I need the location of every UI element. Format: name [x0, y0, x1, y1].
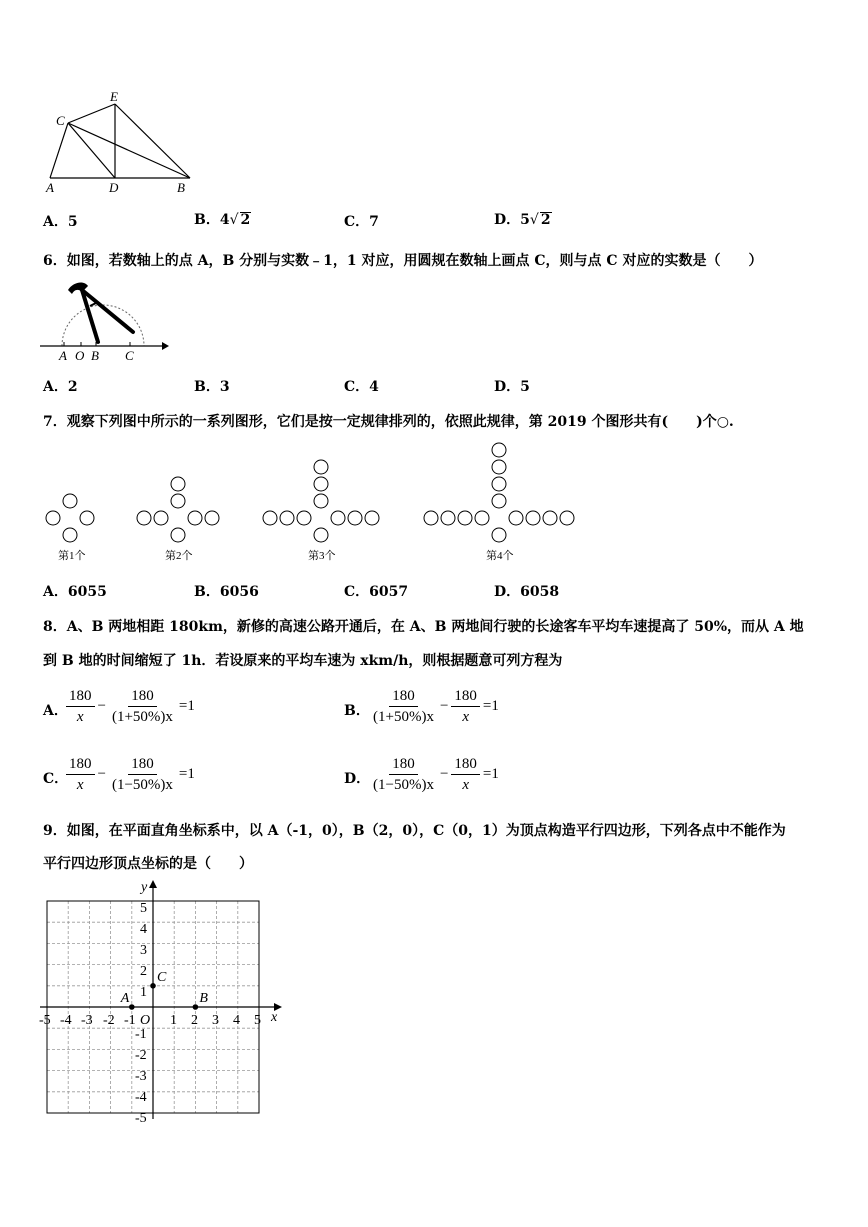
q5-option-b[interactable]: B．4√ 2: [194, 212, 251, 228]
q5-option-d[interactable]: D．5√ 2: [494, 212, 551, 228]
q7-caption-2: 第2个: [165, 550, 193, 562]
numerator: 180: [66, 686, 95, 707]
y-tick-label: 2: [140, 964, 147, 979]
y-axis-label: y: [141, 880, 148, 895]
option-radicand: 2: [540, 212, 551, 228]
x-tick-label: 4: [233, 1013, 240, 1028]
option-letter: D．: [494, 212, 521, 228]
q8-option-d-letter[interactable]: D．: [344, 771, 371, 787]
origin-label: O: [140, 1013, 151, 1028]
denominator: x: [462, 777, 469, 793]
option-value: 2: [67, 379, 78, 395]
option-value: 3: [219, 379, 230, 395]
denominator: x: [76, 709, 84, 725]
x-tick-label: -1: [124, 1013, 136, 1028]
numerator: 180: [128, 754, 157, 775]
option-letter: C．: [344, 214, 370, 230]
equation-rhs: =1: [178, 766, 195, 782]
x-tick-label: -2: [103, 1013, 115, 1028]
x-axis-label: x: [271, 1010, 278, 1025]
fraction: [370, 754, 437, 795]
x-tick-label: 1: [170, 1013, 177, 1028]
fraction: [109, 686, 176, 727]
x-tick-label: 5: [254, 1013, 261, 1028]
x-tick-label: -4: [60, 1013, 72, 1028]
fraction: [451, 686, 480, 727]
q8-option-c-letter[interactable]: C．: [43, 771, 69, 787]
y-tick-label: 5: [140, 901, 147, 916]
option-value: 6055: [67, 584, 107, 600]
numerator: 180: [66, 754, 95, 775]
q9-coordinate-grid: [30, 878, 290, 1128]
y-tick-label: -2: [135, 1048, 147, 1063]
q7-caption-1: 第1个: [58, 550, 86, 562]
option-value: 7: [369, 214, 379, 230]
point-B: [193, 1004, 199, 1010]
q5-point-label-D: D: [109, 180, 119, 195]
q6-option-b[interactable]: [194, 376, 230, 396]
q8-option-b-equation[interactable]: $\frac{180}{(1+50\%)x}$ − $\frac{180}{x}$ =1: [370, 686, 502, 727]
q7-option-a[interactable]: [43, 581, 107, 601]
q8-option-a-letter[interactable]: A．: [43, 703, 68, 719]
y-tick-label: 3: [140, 943, 147, 958]
q7-option-b[interactable]: [194, 581, 259, 601]
point-label-C: C: [157, 969, 167, 985]
q7-circle-pattern-figure: [40, 438, 600, 568]
option-letter: B．: [194, 379, 220, 395]
option-radicand: 2: [240, 212, 251, 228]
denominator: x: [462, 709, 469, 725]
x-tick-label: -5: [39, 1013, 51, 1028]
option-letter: C．: [344, 379, 370, 395]
fraction: [66, 686, 95, 727]
q6-numberline-compass-figure: [38, 278, 173, 366]
option-letter: D．: [494, 379, 521, 395]
option-value: 6056: [219, 584, 259, 600]
q9-stem-line2: 平行四边形顶点坐标的是（ ）: [43, 856, 253, 872]
q5-point-label-B: B: [177, 180, 185, 195]
x-tick-label: -3: [81, 1013, 93, 1028]
q6-stem: 6．如图，若数轴上的点 A，B 分别与实数﹣1，1 对应，用圆规在数轴上画点 C，则与点 C 对应的实数是（ ）: [43, 253, 763, 269]
fraction: [370, 686, 437, 727]
option-letter: D．: [494, 584, 521, 600]
option-value: 5: [520, 379, 530, 395]
q8-option-a-equation[interactable]: $\frac{180}{x}$ − $\frac{180}{(1+50\%)x}$ =1: [66, 686, 198, 727]
numerator: 180: [451, 686, 480, 707]
point-label-A: A: [120, 991, 130, 1006]
q6-option-c[interactable]: [344, 376, 379, 396]
q7-caption-4: 第4个: [486, 550, 514, 562]
q5-option-a[interactable]: [43, 211, 78, 231]
q6-point-label-A: A: [59, 348, 67, 363]
equation-rhs: =1: [178, 698, 195, 714]
option-value: 4: [369, 379, 379, 395]
denominator: x: [76, 777, 84, 793]
y-tick-label: -1: [135, 1027, 147, 1042]
equation-rhs: =1: [482, 698, 499, 714]
option-letter: B．: [194, 584, 220, 600]
option-value: 6057: [369, 584, 409, 600]
q5-option-c[interactable]: [344, 211, 379, 231]
q8-option-b-letter[interactable]: B．: [344, 703, 370, 719]
q6-point-label-O: O: [75, 348, 85, 363]
fraction: [66, 754, 95, 795]
q5-triangle-figure: [40, 86, 200, 196]
option-letter: C．: [344, 584, 370, 600]
q5-point-label-E: E: [110, 89, 118, 104]
q8-option-d-equation[interactable]: $\frac{180}{(1-50\%)x}$ − $\frac{180}{x}$ =1: [370, 754, 502, 795]
y-tick-label: 4: [140, 922, 147, 937]
denominator: (1+50%)x: [111, 709, 173, 725]
q7-stem: 7．观察下列图中所示的一系列图形，它们是按一定规律排列的，依照此规律，第 2019 个图形共有( )个○.: [43, 414, 734, 430]
point-C: [150, 983, 156, 989]
q6-point-label-C: C: [125, 348, 134, 363]
point-label-B: B: [199, 991, 208, 1006]
x-tick-label: 2: [191, 1013, 198, 1028]
equation-rhs: =1: [482, 766, 499, 782]
fraction: [451, 754, 480, 795]
option-letter: B．: [194, 212, 220, 228]
option-letter: A．: [43, 214, 68, 230]
q8-stem-line2: 到 B 地的时间缩短了 1h．若设原来的平均车速为 xkm/h，则根据题意可列方程为: [43, 653, 563, 669]
option-letter: A．: [43, 584, 68, 600]
q7-option-c[interactable]: [344, 581, 408, 601]
option-coefficient: 4: [219, 212, 230, 228]
q7-caption-3: 第3个: [308, 550, 336, 562]
q6-option-d[interactable]: [494, 376, 530, 396]
q5-point-label-C: C: [56, 113, 65, 128]
fraction: [109, 754, 176, 795]
y-tick-label: -5: [135, 1111, 147, 1126]
pattern-circles: [46, 443, 574, 542]
x-tick-label: 3: [212, 1013, 219, 1028]
q6-point-label-B: B: [91, 348, 99, 363]
q7-option-d[interactable]: [494, 581, 559, 601]
point-A: [129, 1004, 135, 1010]
y-tick-label: 1: [140, 985, 147, 1000]
q8-stem-line1: 8．A、B 两地相距 180km，新修的高速公路开通后，在 A、B 两地间行驶的长途客车平均车速提高了 50%，而从 A 地: [43, 619, 804, 635]
q9-stem-line1: 9．如图，在平面直角坐标系中，以 A（-1，0），B（2，0），C（0，1）为顶点构造平行四边形，下列各点中不能作为: [43, 823, 786, 839]
denominator: (1−50%)x: [111, 777, 173, 793]
option-value: 5: [67, 214, 78, 230]
denominator: (1+50%)x: [373, 709, 434, 725]
y-tick-label: -3: [135, 1069, 147, 1084]
q8-option-c-equation[interactable]: $\frac{180}{x}$ − $\frac{180}{(1-50\%)x}$ =1: [66, 754, 198, 795]
numerator: 180: [128, 686, 157, 707]
option-letter: A．: [43, 379, 68, 395]
numerator: 180: [389, 754, 418, 775]
denominator: (1−50%)x: [373, 777, 434, 793]
q5-point-label-A: A: [46, 180, 54, 195]
y-tick-label: -4: [135, 1090, 147, 1105]
q6-option-a[interactable]: [43, 376, 78, 396]
option-coefficient: 5: [520, 212, 530, 228]
numerator: 180: [451, 754, 480, 775]
compass-icon: [68, 283, 133, 342]
numerator: 180: [389, 686, 418, 707]
option-value: 6058: [520, 584, 560, 600]
